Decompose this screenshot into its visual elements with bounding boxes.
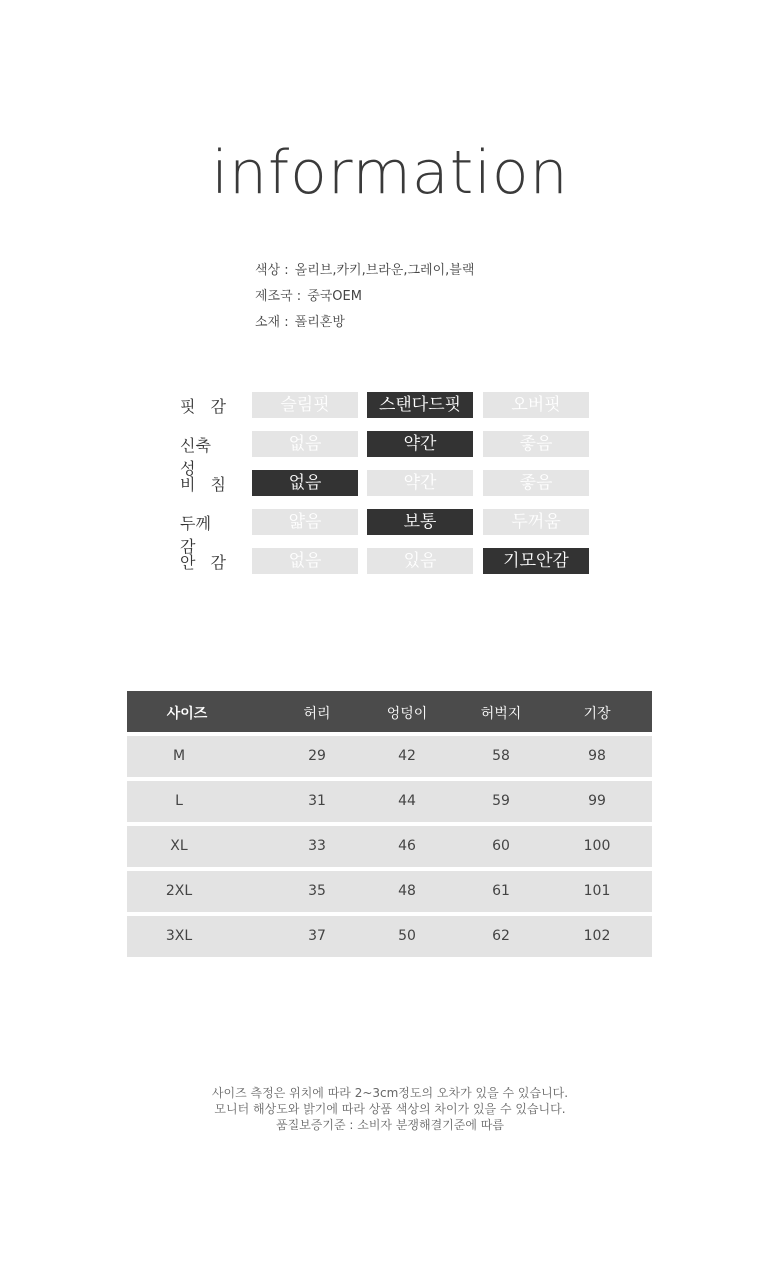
- feel-option: 없음: [252, 431, 358, 457]
- table-cell: 46: [398, 838, 416, 854]
- table-cell: 102: [583, 928, 611, 944]
- feel-option: 슬림핏: [252, 392, 358, 418]
- feel-option: 좋음: [483, 431, 589, 457]
- note-line: 사이즈 측정은 위치에 따라 2~3cm정도의 오차가 있을 수 있습니다.: [211, 1086, 569, 1100]
- header-cell: 허리: [303, 706, 331, 722]
- page-title: information: [211, 138, 569, 208]
- feel-option: 얇음: [252, 509, 358, 535]
- size-table-body: [127, 736, 652, 957]
- feel-option-selected: 약간: [367, 431, 473, 457]
- note-line: 품질보증기준 : 소비자 분쟁해결기준에 따름: [276, 1118, 504, 1132]
- table-cell: 62: [492, 928, 510, 944]
- feel-option: 오버핏: [483, 392, 589, 418]
- feel-option: 약간: [367, 470, 473, 496]
- feel-option-selected: 스탠다드핏: [367, 392, 473, 418]
- header-cell: 엉덩이: [386, 706, 428, 722]
- notes: [0, 1085, 780, 1133]
- table-cell: L: [175, 793, 183, 809]
- table-cell: 61: [492, 883, 510, 899]
- header-cell: 허벅지: [480, 706, 522, 722]
- table-cell: 48: [398, 883, 416, 899]
- table-cell: 99: [588, 793, 606, 809]
- table-cell: XL: [170, 838, 188, 854]
- table-cell: 37: [308, 928, 326, 944]
- table-cell: 2XL: [165, 883, 193, 899]
- note-line: 모니터 해상도와 밝기에 따라 상품 색상의 차이가 있을 수 있습니다.: [214, 1102, 566, 1116]
- feel-option-selected: 기모안감: [483, 548, 589, 574]
- table-cell: 101: [583, 883, 611, 899]
- size-table-header: [127, 691, 652, 732]
- table-cell: 3XL: [165, 928, 193, 944]
- feel-label: 안 감: [180, 553, 226, 572]
- info-label: 소재 :: [255, 315, 289, 330]
- table-row: [127, 781, 652, 822]
- table-cell: 100: [583, 838, 611, 854]
- info-row-color: [255, 261, 474, 287]
- feel-label: 핏 감: [180, 397, 226, 416]
- table-row: [127, 871, 652, 912]
- table-cell: 33: [308, 838, 326, 854]
- feel-option-selected: 없음: [252, 470, 358, 496]
- feel-option: 좋음: [483, 470, 589, 496]
- info-value: 폴리혼방: [294, 315, 345, 330]
- feel-option: 없음: [252, 548, 358, 574]
- table-cell: 58: [492, 748, 510, 764]
- table-cell: 59: [492, 793, 510, 809]
- feel-label: 신축성: [180, 436, 211, 478]
- table-row: [127, 916, 652, 957]
- header-cell: 사이즈: [166, 706, 208, 722]
- feel-option: 두꺼움: [483, 509, 589, 535]
- table-cell: 50: [398, 928, 416, 944]
- table-cell: 60: [492, 838, 510, 854]
- table-cell: 31: [308, 793, 326, 809]
- table-cell: 35: [308, 883, 326, 899]
- table-cell: 29: [308, 748, 326, 764]
- feel-label: 두께감: [180, 514, 211, 556]
- info-row-material: [255, 313, 474, 339]
- feel-option-selected: 보통: [367, 509, 473, 535]
- table-cell: 98: [588, 748, 606, 764]
- product-info: [255, 261, 474, 339]
- info-label: 제조국 :: [255, 289, 302, 304]
- info-label: 색상 :: [255, 263, 289, 278]
- table-row: [127, 736, 652, 777]
- table-cell: M: [172, 748, 186, 764]
- header-cell: 기장: [583, 706, 611, 722]
- info-value: 올리브,카키,브라운,그레이,블랙: [294, 263, 475, 278]
- table-cell: 42: [398, 748, 416, 764]
- table-row: [127, 826, 652, 867]
- info-value: 중국OEM: [307, 289, 362, 304]
- feel-label: 비 침: [180, 475, 226, 494]
- info-row-origin: [255, 287, 474, 313]
- size-table: [127, 691, 652, 957]
- feel-option: 있음: [367, 548, 473, 574]
- table-cell: 44: [398, 793, 416, 809]
